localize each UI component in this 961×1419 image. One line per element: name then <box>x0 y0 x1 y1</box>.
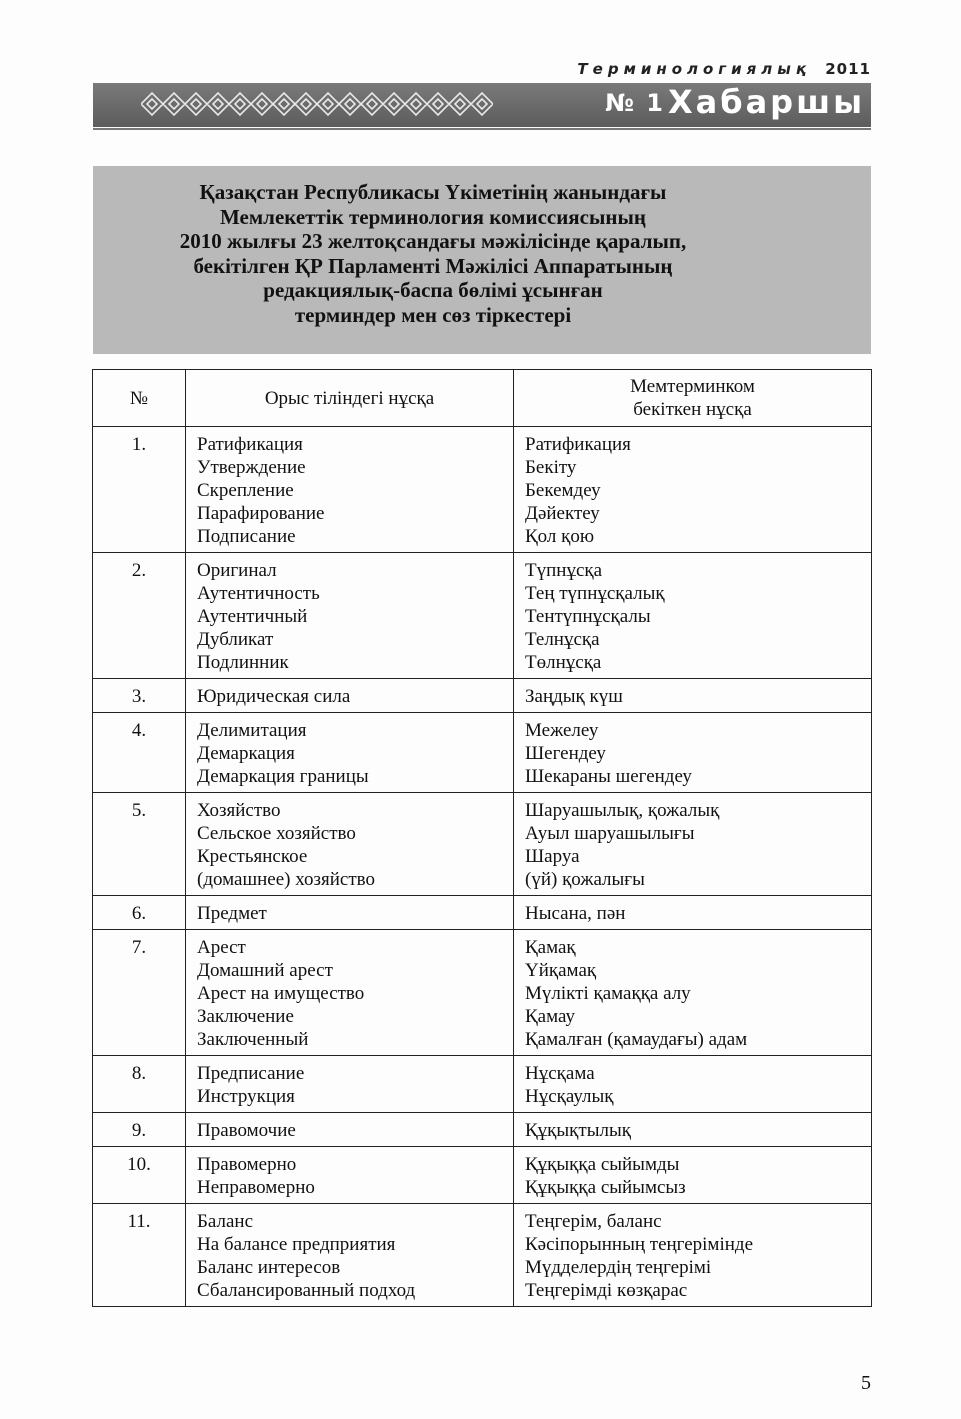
title-line: бекітілген ҚР Парламенті Мәжілісі Аппаратының <box>193 253 673 278</box>
kazakh-term: Қамау <box>525 1006 575 1027</box>
kazakh-term: (үй) қожалығы <box>525 869 645 890</box>
russian-term: Парафирование <box>197 503 325 524</box>
journal-header-band <box>93 83 871 127</box>
russian-term: Сельское хозяйство <box>197 823 356 844</box>
russian-term: (домашнее) хозяйство <box>197 869 375 890</box>
kazakh-term: Ратификация <box>525 434 631 455</box>
russian-term: Баланс интересов <box>197 1257 341 1278</box>
kazakh-term-cell <box>514 793 872 896</box>
table-row <box>93 1113 872 1147</box>
kazakh-term: Қамақ <box>525 937 576 958</box>
kazakh-term: Нысана, пән <box>525 903 626 924</box>
russian-term: Демаркация границы <box>197 766 369 787</box>
row-number: 3. <box>93 679 186 713</box>
kazakh-term: Қол қою <box>525 526 595 547</box>
title-line: 2010 жылғы 23 желтоқсандағы мәжілісінде қаралып, <box>179 229 687 253</box>
russian-term: Предмет <box>197 903 267 924</box>
russian-term: Скрепление <box>197 480 294 501</box>
title-line: терминдер мен сөз тіркестері <box>294 302 572 327</box>
row-number: 5. <box>93 793 186 896</box>
kazakh-term: Бекемдеу <box>525 480 601 501</box>
russian-term: Аутентичность <box>197 583 320 604</box>
russian-term: Юридическая сила <box>197 686 351 707</box>
kazakh-term: Теңгерімді көзқарас <box>525 1280 688 1301</box>
russian-term: Оригинал <box>197 560 277 581</box>
kazakh-term-cell <box>514 930 872 1056</box>
russian-term: Дубликат <box>197 629 274 650</box>
russian-term: Арест <box>197 937 246 958</box>
title-line: редакциялық-баспа бөлімі ұсынған <box>263 278 603 302</box>
kazakh-term: Межелеу <box>525 720 599 741</box>
kazakh-term: Заңдық күш <box>525 686 623 707</box>
kazakh-term: Бекіту <box>525 457 577 478</box>
journal-year: 2011 <box>825 60 871 78</box>
kazakh-term: Тең түпнұсқалық <box>525 583 665 604</box>
russian-term-cell <box>186 427 514 553</box>
journal-series-title <box>577 60 871 78</box>
russian-term-cell <box>186 1113 514 1147</box>
row-number: 10. <box>93 1147 186 1204</box>
russian-term: Домашний арест <box>197 960 333 981</box>
kazakh-term: Құқыққа сыйымсыз <box>525 1177 686 1198</box>
ornament-pattern <box>141 91 493 117</box>
russian-term: Утверждение <box>197 457 306 478</box>
russian-term: Хозяйство <box>197 800 281 821</box>
russian-term: На балансе предприятия <box>197 1234 396 1255</box>
terms-table <box>92 369 872 1307</box>
russian-term: Баланс <box>197 1211 254 1232</box>
kazakh-term: Теңгерім, баланс <box>525 1211 662 1232</box>
title-line: Мемлекеттік терминология комиссиясының <box>220 204 646 229</box>
title-line: Қазақстан Республикасы Үкіметінің жанындағы <box>199 180 667 204</box>
kazakh-term: Мүдделердің теңгерімі <box>525 1257 712 1278</box>
russian-term: Подписание <box>197 526 296 547</box>
header-russian: Орыс тіліндегі нұсқа <box>186 370 514 427</box>
table-row <box>93 427 872 553</box>
russian-term: Правомочие <box>197 1120 296 1141</box>
kazakh-term-cell <box>514 1147 872 1204</box>
table-row <box>93 930 872 1056</box>
russian-term: Крестьянское <box>197 846 308 867</box>
russian-term: Сбалансированный подход <box>197 1280 416 1301</box>
kazakh-term: Мүлікті қамаққа алу <box>525 983 691 1004</box>
kazakh-term: Төлнұсқа <box>525 652 602 673</box>
russian-term: Заключенный <box>197 1029 309 1050</box>
row-number: 2. <box>93 553 186 679</box>
issue-number: № 1 <box>605 89 665 117</box>
header-divider <box>93 128 871 130</box>
table-header-row <box>93 370 872 427</box>
kazakh-term: Үйқамақ <box>525 960 597 981</box>
series-title-text: Терминологиялық <box>577 60 812 78</box>
russian-term: Ратификация <box>197 434 303 455</box>
kazakh-term-cell <box>514 896 872 930</box>
kazakh-term-cell <box>514 553 872 679</box>
kazakh-term-cell <box>514 679 872 713</box>
kazakh-term: Қамалған (қамаудағы) адам <box>525 1029 748 1050</box>
russian-term-cell <box>186 930 514 1056</box>
row-number: 7. <box>93 930 186 1056</box>
row-number: 1. <box>93 427 186 553</box>
kazakh-term-cell <box>514 713 872 793</box>
kazakh-term: Тентүпнұсқалы <box>525 606 651 627</box>
kazakh-term-cell <box>514 1113 872 1147</box>
kazakh-term: Нұсқаулық <box>525 1086 614 1107</box>
table-row <box>93 679 872 713</box>
table-row <box>93 1056 872 1113</box>
russian-term: Предписание <box>197 1063 305 1084</box>
russian-term-cell <box>186 553 514 679</box>
kazakh-term: Шаруа <box>525 846 580 867</box>
russian-term: Аутентичный <box>197 606 308 627</box>
russian-term: Арест на имущество <box>197 983 365 1004</box>
russian-term-cell <box>186 1056 514 1113</box>
russian-term: Делимитация <box>197 720 307 741</box>
document-title <box>93 180 773 327</box>
russian-term: Заключение <box>197 1006 294 1027</box>
russian-term-cell <box>186 1147 514 1204</box>
header-approved-line: бекіткен нұсқа <box>633 399 752 420</box>
header-approved <box>514 370 872 427</box>
russian-term: Неправомерно <box>197 1177 315 1198</box>
kazakh-term: Дәйектеу <box>525 503 600 524</box>
table-row <box>93 793 872 896</box>
russian-term-cell <box>186 896 514 930</box>
table-row <box>93 553 872 679</box>
row-number: 8. <box>93 1056 186 1113</box>
russian-term-cell <box>186 713 514 793</box>
row-number: 11. <box>93 1204 186 1307</box>
kazakh-term: Кәсіпорынның теңгерімінде <box>525 1234 753 1255</box>
kazakh-term: Шегендеу <box>525 743 606 764</box>
magazine-name: Хабаршы <box>667 83 865 121</box>
kazakh-term: Нұсқама <box>525 1063 595 1084</box>
kazakh-term: Ауыл шаруашылығы <box>525 823 695 844</box>
table-row <box>93 896 872 930</box>
kazakh-term-cell <box>514 427 872 553</box>
russian-term: Демаркация <box>197 743 295 764</box>
row-number: 6. <box>93 896 186 930</box>
kazakh-term: Құқыққа сыйымды <box>525 1154 680 1175</box>
kazakh-term: Құқықтылық <box>525 1120 631 1141</box>
page-number: 5 <box>861 1372 871 1394</box>
kazakh-term-cell <box>514 1056 872 1113</box>
kazakh-term: Телнұсқа <box>525 629 600 650</box>
row-number: 9. <box>93 1113 186 1147</box>
kazakh-term: Шекараны шегендеу <box>525 766 692 787</box>
table-row <box>93 713 872 793</box>
row-number: 4. <box>93 713 186 793</box>
russian-term-cell <box>186 1204 514 1307</box>
russian-term: Инструкция <box>197 1086 295 1107</box>
russian-term: Подлинник <box>197 652 289 673</box>
table-row <box>93 1147 872 1204</box>
kazakh-term-cell <box>514 1204 872 1307</box>
kazakh-term: Түпнұсқа <box>525 560 603 581</box>
russian-term-cell <box>186 793 514 896</box>
russian-term-cell <box>186 679 514 713</box>
kazakh-term: Шаруашылық, қожалық <box>525 800 720 821</box>
header-approved-line: Мемтерминком <box>630 376 755 397</box>
russian-term: Правомерно <box>197 1154 297 1175</box>
table-row <box>93 1204 872 1307</box>
header-num: № <box>93 370 186 427</box>
